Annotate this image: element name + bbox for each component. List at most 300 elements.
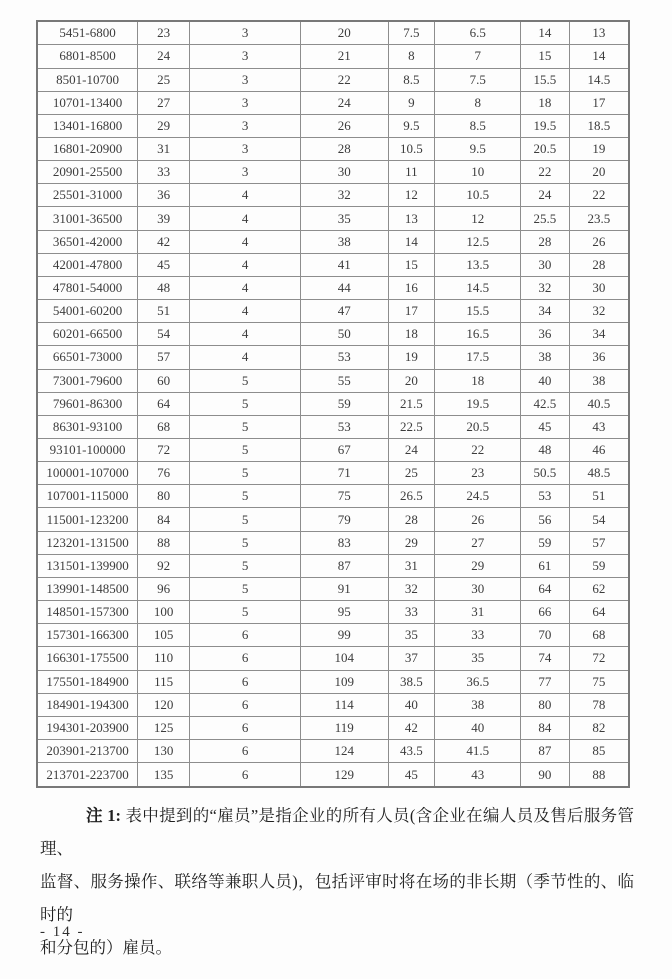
table-row xyxy=(37,577,629,600)
table-cell: 203901-213700 xyxy=(37,740,138,763)
table-cell: 24 xyxy=(388,439,435,462)
table-cell: 31 xyxy=(435,601,521,624)
table-row xyxy=(37,230,629,253)
table-cell: 36 xyxy=(138,184,190,207)
table-cell: 24.5 xyxy=(435,485,521,508)
table-cell: 28 xyxy=(521,230,570,253)
table-cell: 19.5 xyxy=(435,392,521,415)
table-cell: 18 xyxy=(388,323,435,346)
table-cell: 6801-8500 xyxy=(37,45,138,68)
table-cell: 4 xyxy=(190,230,301,253)
table-cell: 37 xyxy=(388,647,435,670)
table-cell: 148501-157300 xyxy=(37,601,138,624)
table-cell: 23.5 xyxy=(569,207,629,230)
table-cell: 13 xyxy=(569,21,629,45)
table-cell: 66 xyxy=(521,601,570,624)
table-cell: 123201-131500 xyxy=(37,531,138,554)
table-row xyxy=(37,161,629,184)
table-cell: 21 xyxy=(300,45,388,68)
table-cell: 129 xyxy=(300,763,388,787)
table-cell: 44 xyxy=(300,276,388,299)
table-cell: 8.5 xyxy=(388,68,435,91)
table-cell: 48 xyxy=(138,276,190,299)
table-cell: 74 xyxy=(521,647,570,670)
table-cell: 55 xyxy=(300,369,388,392)
table-cell: 26 xyxy=(569,230,629,253)
table-cell: 15 xyxy=(388,253,435,276)
table-row xyxy=(37,508,629,531)
table-cell: 135 xyxy=(138,763,190,787)
table-cell: 14.5 xyxy=(569,68,629,91)
table-cell: 93101-100000 xyxy=(37,439,138,462)
table-cell: 22 xyxy=(521,161,570,184)
table-cell: 38 xyxy=(521,346,570,369)
table-cell: 5 xyxy=(190,531,301,554)
table-cell: 38 xyxy=(435,693,521,716)
table-row xyxy=(37,369,629,392)
table-cell: 104 xyxy=(300,647,388,670)
table-cell: 12.5 xyxy=(435,230,521,253)
table-cell: 48.5 xyxy=(569,462,629,485)
table-cell: 95 xyxy=(300,601,388,624)
table-cell: 5 xyxy=(190,392,301,415)
table-row xyxy=(37,346,629,369)
table-cell: 32 xyxy=(569,300,629,323)
table-cell: 20 xyxy=(388,369,435,392)
table-cell: 57 xyxy=(569,531,629,554)
table-cell: 5 xyxy=(190,415,301,438)
table-cell: 17 xyxy=(569,91,629,114)
table-cell: 24 xyxy=(300,91,388,114)
table-cell: 22 xyxy=(435,439,521,462)
table-cell: 96 xyxy=(138,577,190,600)
table-cell: 5 xyxy=(190,369,301,392)
table-cell: 50 xyxy=(300,323,388,346)
table-cell: 40 xyxy=(435,716,521,739)
table-cell: 14 xyxy=(521,21,570,45)
table-cell: 15.5 xyxy=(521,68,570,91)
table-cell: 33 xyxy=(388,601,435,624)
table-cell: 124 xyxy=(300,740,388,763)
table-cell: 36 xyxy=(569,346,629,369)
table-cell: 47801-54000 xyxy=(37,276,138,299)
table-cell: 15.5 xyxy=(435,300,521,323)
table-row xyxy=(37,91,629,114)
table-cell: 25501-31000 xyxy=(37,184,138,207)
table-cell: 47 xyxy=(300,300,388,323)
table-cell: 3 xyxy=(190,68,301,91)
table-cell: 87 xyxy=(521,740,570,763)
note-line-3: 和分包的）雇员。 xyxy=(40,938,172,957)
table-cell: 14 xyxy=(388,230,435,253)
table-cell: 92 xyxy=(138,554,190,577)
table-cell: 157301-166300 xyxy=(37,624,138,647)
table-cell: 38 xyxy=(300,230,388,253)
table-cell: 25 xyxy=(388,462,435,485)
table-cell: 72 xyxy=(569,647,629,670)
table-row xyxy=(37,415,629,438)
table-row xyxy=(37,670,629,693)
table-cell: 19 xyxy=(569,137,629,160)
table-cell: 8 xyxy=(435,91,521,114)
table-cell: 120 xyxy=(138,693,190,716)
table-row xyxy=(37,68,629,91)
table-cell: 66501-73000 xyxy=(37,346,138,369)
table-cell: 3 xyxy=(190,91,301,114)
table-cell: 85 xyxy=(569,740,629,763)
table-cell: 6 xyxy=(190,763,301,787)
table-row xyxy=(37,392,629,415)
table-cell: 38 xyxy=(569,369,629,392)
table-cell: 77 xyxy=(521,670,570,693)
table-cell: 4 xyxy=(190,253,301,276)
table-cell: 20901-25500 xyxy=(37,161,138,184)
table-cell: 4 xyxy=(190,184,301,207)
table-cell: 16801-20900 xyxy=(37,137,138,160)
table-cell: 4 xyxy=(190,346,301,369)
table-cell: 139901-148500 xyxy=(37,577,138,600)
table-cell: 54001-60200 xyxy=(37,300,138,323)
table-cell: 32 xyxy=(300,184,388,207)
table-cell: 36.5 xyxy=(435,670,521,693)
table-cell: 73001-79600 xyxy=(37,369,138,392)
table-cell: 28 xyxy=(388,508,435,531)
table-cell: 6 xyxy=(190,693,301,716)
table-cell: 43 xyxy=(435,763,521,787)
table-cell: 6 xyxy=(190,740,301,763)
table-cell: 5 xyxy=(190,462,301,485)
table-cell: 20 xyxy=(300,21,388,45)
table-cell: 41 xyxy=(300,253,388,276)
table-cell: 60201-66500 xyxy=(37,323,138,346)
table-cell: 4 xyxy=(190,323,301,346)
table-cell: 45 xyxy=(138,253,190,276)
table-cell: 115 xyxy=(138,670,190,693)
table-cell: 9.5 xyxy=(388,114,435,137)
table-cell: 72 xyxy=(138,439,190,462)
table-cell: 43 xyxy=(569,415,629,438)
table-cell: 79 xyxy=(300,508,388,531)
table-cell: 87 xyxy=(300,554,388,577)
table-cell: 71 xyxy=(300,462,388,485)
table-cell: 30 xyxy=(300,161,388,184)
table-cell: 35 xyxy=(388,624,435,647)
table-cell: 18 xyxy=(521,91,570,114)
table-cell: 24 xyxy=(138,45,190,68)
table-cell: 3 xyxy=(190,45,301,68)
table-cell: 23 xyxy=(138,21,190,45)
table-cell: 8.5 xyxy=(435,114,521,137)
table-cell: 10701-13400 xyxy=(37,91,138,114)
table-cell: 9 xyxy=(388,91,435,114)
table-cell: 42 xyxy=(388,716,435,739)
table-cell: 35 xyxy=(435,647,521,670)
table-cell: 119 xyxy=(300,716,388,739)
table-row xyxy=(37,740,629,763)
fee-table xyxy=(36,20,630,788)
table-row xyxy=(37,554,629,577)
table-cell: 17.5 xyxy=(435,346,521,369)
table-cell: 213701-223700 xyxy=(37,763,138,787)
table-cell: 53 xyxy=(300,415,388,438)
table-cell: 40 xyxy=(521,369,570,392)
table-cell: 5 xyxy=(190,439,301,462)
table-cell: 22 xyxy=(569,184,629,207)
table-cell: 105 xyxy=(138,624,190,647)
table-cell: 76 xyxy=(138,462,190,485)
table-cell: 12 xyxy=(388,184,435,207)
table-cell: 26 xyxy=(300,114,388,137)
table-row xyxy=(37,253,629,276)
table-cell: 23 xyxy=(435,462,521,485)
table-row xyxy=(37,763,629,787)
table-cell: 4 xyxy=(190,276,301,299)
table-cell: 86301-93100 xyxy=(37,415,138,438)
table-cell: 88 xyxy=(138,531,190,554)
table-cell: 33 xyxy=(435,624,521,647)
note-line-2: 监督、服务操作、联络等兼职人员)，包括评审时将在场的非长期（季节性的、临时的 xyxy=(40,872,634,924)
table-cell: 31 xyxy=(138,137,190,160)
table-cell: 8501-10700 xyxy=(37,68,138,91)
table-cell: 6 xyxy=(190,670,301,693)
table-cell: 3 xyxy=(190,137,301,160)
table-cell: 35 xyxy=(300,207,388,230)
table-cell: 20.5 xyxy=(521,137,570,160)
table-cell: 6 xyxy=(190,716,301,739)
table-cell: 45 xyxy=(521,415,570,438)
table-cell: 36 xyxy=(521,323,570,346)
table-cell: 18 xyxy=(435,369,521,392)
table-row xyxy=(37,323,629,346)
table-row xyxy=(37,693,629,716)
table-row xyxy=(37,207,629,230)
table-cell: 3 xyxy=(190,114,301,137)
table-cell: 68 xyxy=(569,624,629,647)
table-row xyxy=(37,276,629,299)
table-cell: 82 xyxy=(569,716,629,739)
table-cell: 107001-115000 xyxy=(37,485,138,508)
table-cell: 56 xyxy=(521,508,570,531)
table-cell: 42001-47800 xyxy=(37,253,138,276)
table-row xyxy=(37,137,629,160)
table-cell: 6 xyxy=(190,647,301,670)
table-cell: 32 xyxy=(388,577,435,600)
table-cell: 42 xyxy=(138,230,190,253)
table-cell: 59 xyxy=(569,554,629,577)
note-label: 注 1: xyxy=(86,806,122,825)
table-cell: 5 xyxy=(190,508,301,531)
note-paragraph xyxy=(40,799,634,964)
table-cell: 10.5 xyxy=(388,137,435,160)
table-cell: 46 xyxy=(569,439,629,462)
table-cell: 125 xyxy=(138,716,190,739)
table-cell: 67 xyxy=(300,439,388,462)
table-row xyxy=(37,21,629,45)
table-cell: 42.5 xyxy=(521,392,570,415)
table-cell: 115001-123200 xyxy=(37,508,138,531)
table-cell: 14 xyxy=(569,45,629,68)
table-cell: 59 xyxy=(521,531,570,554)
table-cell: 53 xyxy=(300,346,388,369)
table-row xyxy=(37,601,629,624)
table-cell: 11 xyxy=(388,161,435,184)
table-cell: 27 xyxy=(435,531,521,554)
table-cell: 80 xyxy=(138,485,190,508)
table-cell: 41.5 xyxy=(435,740,521,763)
table-row xyxy=(37,439,629,462)
table-cell: 19 xyxy=(388,346,435,369)
table-row xyxy=(37,624,629,647)
table-row xyxy=(37,716,629,739)
table-cell: 5451-6800 xyxy=(37,21,138,45)
table-cell: 34 xyxy=(521,300,570,323)
table-row xyxy=(37,485,629,508)
table-cell: 22 xyxy=(300,68,388,91)
table-cell: 84 xyxy=(521,716,570,739)
table-cell: 16.5 xyxy=(435,323,521,346)
table-cell: 25 xyxy=(138,68,190,91)
table-cell: 8 xyxy=(388,45,435,68)
table-cell: 5 xyxy=(190,485,301,508)
table-cell: 30 xyxy=(435,577,521,600)
table-cell: 131501-139900 xyxy=(37,554,138,577)
table-cell: 22.5 xyxy=(388,415,435,438)
table-cell: 26 xyxy=(435,508,521,531)
table-cell: 51 xyxy=(569,485,629,508)
table-cell: 83 xyxy=(300,531,388,554)
table-cell: 130 xyxy=(138,740,190,763)
table-cell: 3 xyxy=(190,161,301,184)
table-cell: 9.5 xyxy=(435,137,521,160)
table-cell: 14.5 xyxy=(435,276,521,299)
table-row xyxy=(37,531,629,554)
table-cell: 84 xyxy=(138,508,190,531)
table-cell: 60 xyxy=(138,369,190,392)
table-cell: 79601-86300 xyxy=(37,392,138,415)
table-cell: 13.5 xyxy=(435,253,521,276)
table-cell: 53 xyxy=(521,485,570,508)
table-cell: 30 xyxy=(569,276,629,299)
table-cell: 43.5 xyxy=(388,740,435,763)
note-line-1 xyxy=(40,799,634,865)
table-cell: 27 xyxy=(138,91,190,114)
table-cell: 54 xyxy=(569,508,629,531)
table-cell: 5 xyxy=(190,577,301,600)
table-cell: 29 xyxy=(435,554,521,577)
table-cell: 24 xyxy=(521,184,570,207)
table-cell: 75 xyxy=(569,670,629,693)
table-cell: 54 xyxy=(138,323,190,346)
table-cell: 114 xyxy=(300,693,388,716)
table-cell: 29 xyxy=(138,114,190,137)
table-cell: 7.5 xyxy=(388,21,435,45)
table-cell: 166301-175500 xyxy=(37,647,138,670)
table-cell: 100 xyxy=(138,601,190,624)
table-row xyxy=(37,45,629,68)
table-cell: 7 xyxy=(435,45,521,68)
table-cell: 70 xyxy=(521,624,570,647)
table-cell: 109 xyxy=(300,670,388,693)
table-cell: 39 xyxy=(138,207,190,230)
table-cell: 4 xyxy=(190,300,301,323)
table-row xyxy=(37,300,629,323)
table-cell: 99 xyxy=(300,624,388,647)
table-cell: 28 xyxy=(300,137,388,160)
table-cell: 78 xyxy=(569,693,629,716)
table-cell: 28 xyxy=(569,253,629,276)
table-cell: 51 xyxy=(138,300,190,323)
table-cell: 10 xyxy=(435,161,521,184)
table-cell: 25.5 xyxy=(521,207,570,230)
table-cell: 5 xyxy=(190,601,301,624)
table-cell: 40.5 xyxy=(569,392,629,415)
table-cell: 68 xyxy=(138,415,190,438)
table-cell: 184901-194300 xyxy=(37,693,138,716)
table-cell: 7.5 xyxy=(435,68,521,91)
fee-table-body xyxy=(37,21,629,787)
table-cell: 62 xyxy=(569,577,629,600)
table-cell: 80 xyxy=(521,693,570,716)
table-cell: 12 xyxy=(435,207,521,230)
table-cell: 19.5 xyxy=(521,114,570,137)
table-cell: 33 xyxy=(138,161,190,184)
table-cell: 175501-184900 xyxy=(37,670,138,693)
table-cell: 61 xyxy=(521,554,570,577)
table-cell: 34 xyxy=(569,323,629,346)
table-cell: 48 xyxy=(521,439,570,462)
table-cell: 75 xyxy=(300,485,388,508)
table-cell: 15 xyxy=(521,45,570,68)
table-cell: 64 xyxy=(521,577,570,600)
table-cell: 64 xyxy=(138,392,190,415)
table-cell: 31001-36500 xyxy=(37,207,138,230)
table-cell: 20.5 xyxy=(435,415,521,438)
table-cell: 194301-203900 xyxy=(37,716,138,739)
table-cell: 30 xyxy=(521,253,570,276)
table-cell: 59 xyxy=(300,392,388,415)
table-cell: 13 xyxy=(388,207,435,230)
table-cell: 45 xyxy=(388,763,435,787)
table-cell: 32 xyxy=(521,276,570,299)
table-cell: 21.5 xyxy=(388,392,435,415)
table-cell: 110 xyxy=(138,647,190,670)
table-cell: 17 xyxy=(388,300,435,323)
table-cell: 90 xyxy=(521,763,570,787)
table-cell: 36501-42000 xyxy=(37,230,138,253)
table-cell: 64 xyxy=(569,601,629,624)
table-cell: 16 xyxy=(388,276,435,299)
table-cell: 4 xyxy=(190,207,301,230)
table-row xyxy=(37,114,629,137)
table-cell: 26.5 xyxy=(388,485,435,508)
table-cell: 6 xyxy=(190,624,301,647)
table-cell: 20 xyxy=(569,161,629,184)
table-row xyxy=(37,647,629,670)
table-cell: 13401-16800 xyxy=(37,114,138,137)
table-cell: 40 xyxy=(388,693,435,716)
table-cell: 3 xyxy=(190,21,301,45)
table-cell: 10.5 xyxy=(435,184,521,207)
table-cell: 50.5 xyxy=(521,462,570,485)
table-cell: 88 xyxy=(569,763,629,787)
table-row xyxy=(37,462,629,485)
table-cell: 38.5 xyxy=(388,670,435,693)
note-line-1-text: 表中提到的“雇员”是指企业的所有人员(含企业在编人员及售后服务管理、 xyxy=(40,806,634,858)
table-cell: 6.5 xyxy=(435,21,521,45)
table-row xyxy=(37,184,629,207)
table-cell: 91 xyxy=(300,577,388,600)
table-cell: 31 xyxy=(388,554,435,577)
